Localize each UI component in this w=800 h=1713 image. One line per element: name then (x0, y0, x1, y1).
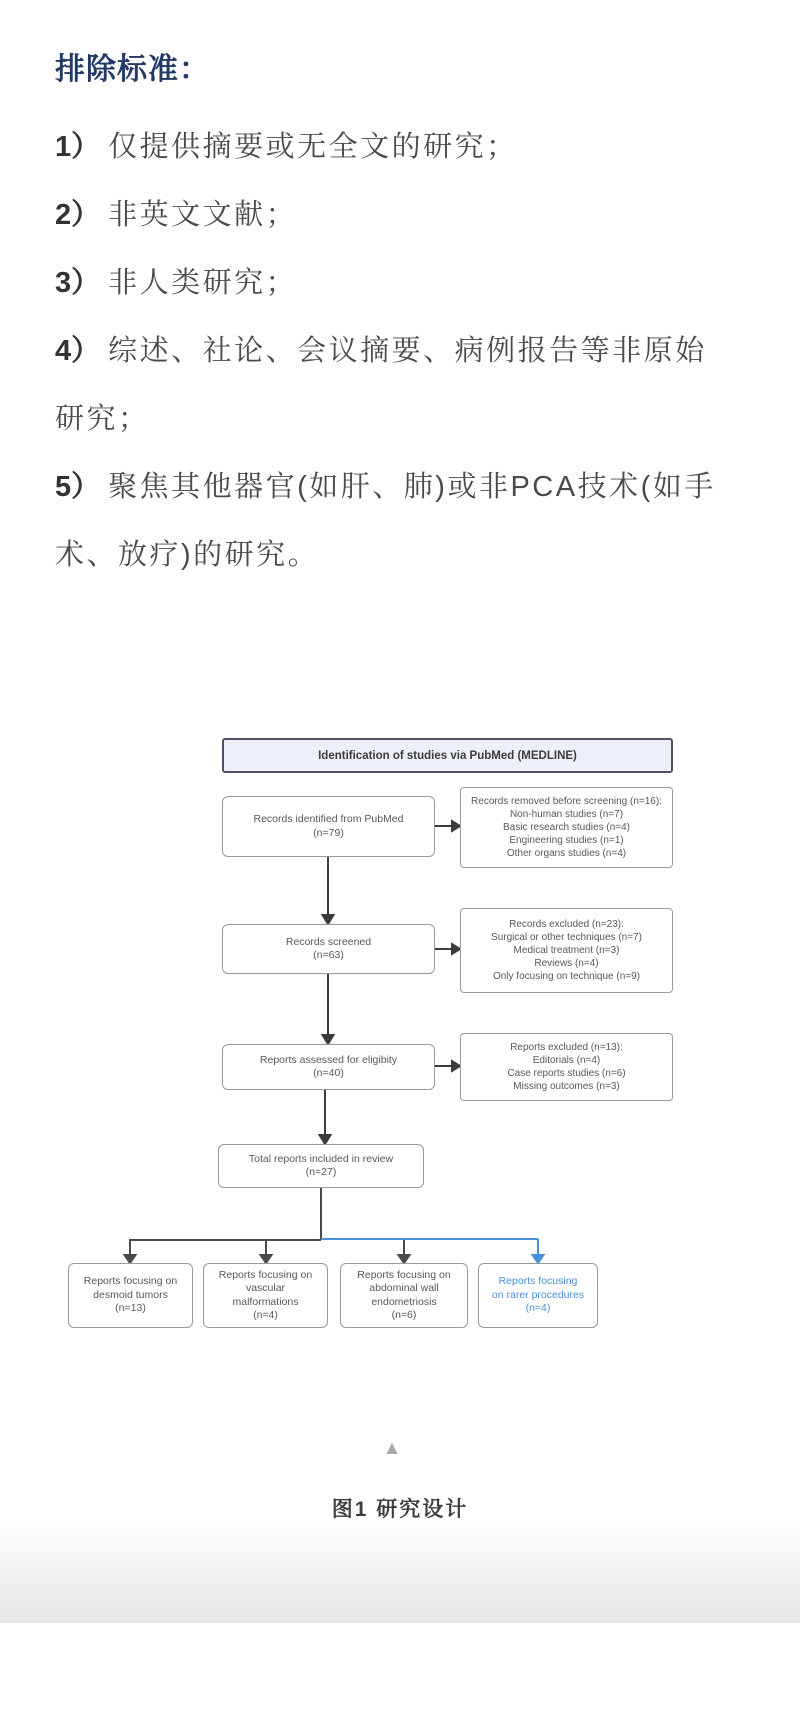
figure-caption: 图1 研究设计 (331, 1498, 469, 1521)
exclusion-item-1 (55, 124, 755, 165)
section-title: 排除标准： (55, 53, 210, 86)
item-text: 仅提供摘要或无全文的研究； (108, 131, 518, 163)
item-number: 2） (55, 199, 101, 231)
box-records-identified: Records identified from PubMed (n=79) (222, 796, 435, 857)
item-number: 3） (55, 267, 101, 299)
box-rarer-procedures: Reports focusing on rarer procedures (n=4) (478, 1263, 598, 1328)
box-desmoid-tumors: Reports focusing on desmoid tumors (n=13) (68, 1263, 193, 1328)
study-design-flowchart (0, 670, 800, 1350)
exclusion-item-4 (55, 328, 755, 369)
exclusion-item-5-cont: 术、放疗)的研究。 (55, 539, 320, 571)
item-number: 4） (55, 335, 101, 367)
item-text: 综述、社论、会议摘要、病例报告等非原始 (108, 335, 707, 367)
box-total-included: Total reports included in review (n=27) (218, 1144, 424, 1188)
exclusion-item-5 (55, 464, 755, 505)
box-records-removed: Records removed before screening (n=16): Non-human studies (n=7) Basic research studies (n=4) Engineering studies (n=1) Other organs studies (n=4) (460, 787, 673, 868)
box-records-screened: Records screened (n=63) (222, 924, 435, 974)
page-bottom-shade (0, 1518, 800, 1623)
item-number: 1） (55, 131, 101, 163)
item-text: 非英文文献； (108, 199, 298, 231)
box-reports-excluded: Reports excluded (n=13): Editorials (n=4) Case reports studies (n=6) Missing outcomes (n=3) (460, 1033, 673, 1101)
item-text: 聚焦其他器官(如肝、肺)或非PCA技术(如手 (108, 471, 716, 503)
box-records-excluded: Records excluded (n=23): Surgical or other techniques (n=7) Medical treatment (n=3) Reviews (n=4) Only focusing on technique (n=9) (460, 908, 673, 993)
item-number: 5） (55, 471, 101, 503)
flowchart-title-box: Identification of studies via PubMed (MEDLINE) (222, 738, 673, 773)
exclusion-item-4-cont: 研究； (55, 403, 150, 435)
exclusion-item-3 (55, 260, 755, 301)
box-abdominal-wall-endometriosis: Reports focusing on abdominal wall endometriosis (n=6) (340, 1263, 468, 1328)
collapse-arrow-icon[interactable]: ▲ (382, 1438, 402, 1459)
exclusion-item-2 (55, 192, 755, 233)
item-text: 非人类研究； (108, 267, 298, 299)
box-vascular-malformations: Reports focusing on vascular malformations (n=4) (203, 1263, 328, 1328)
box-reports-assessed: Reports assessed for eligibity (n=40) (222, 1044, 435, 1090)
